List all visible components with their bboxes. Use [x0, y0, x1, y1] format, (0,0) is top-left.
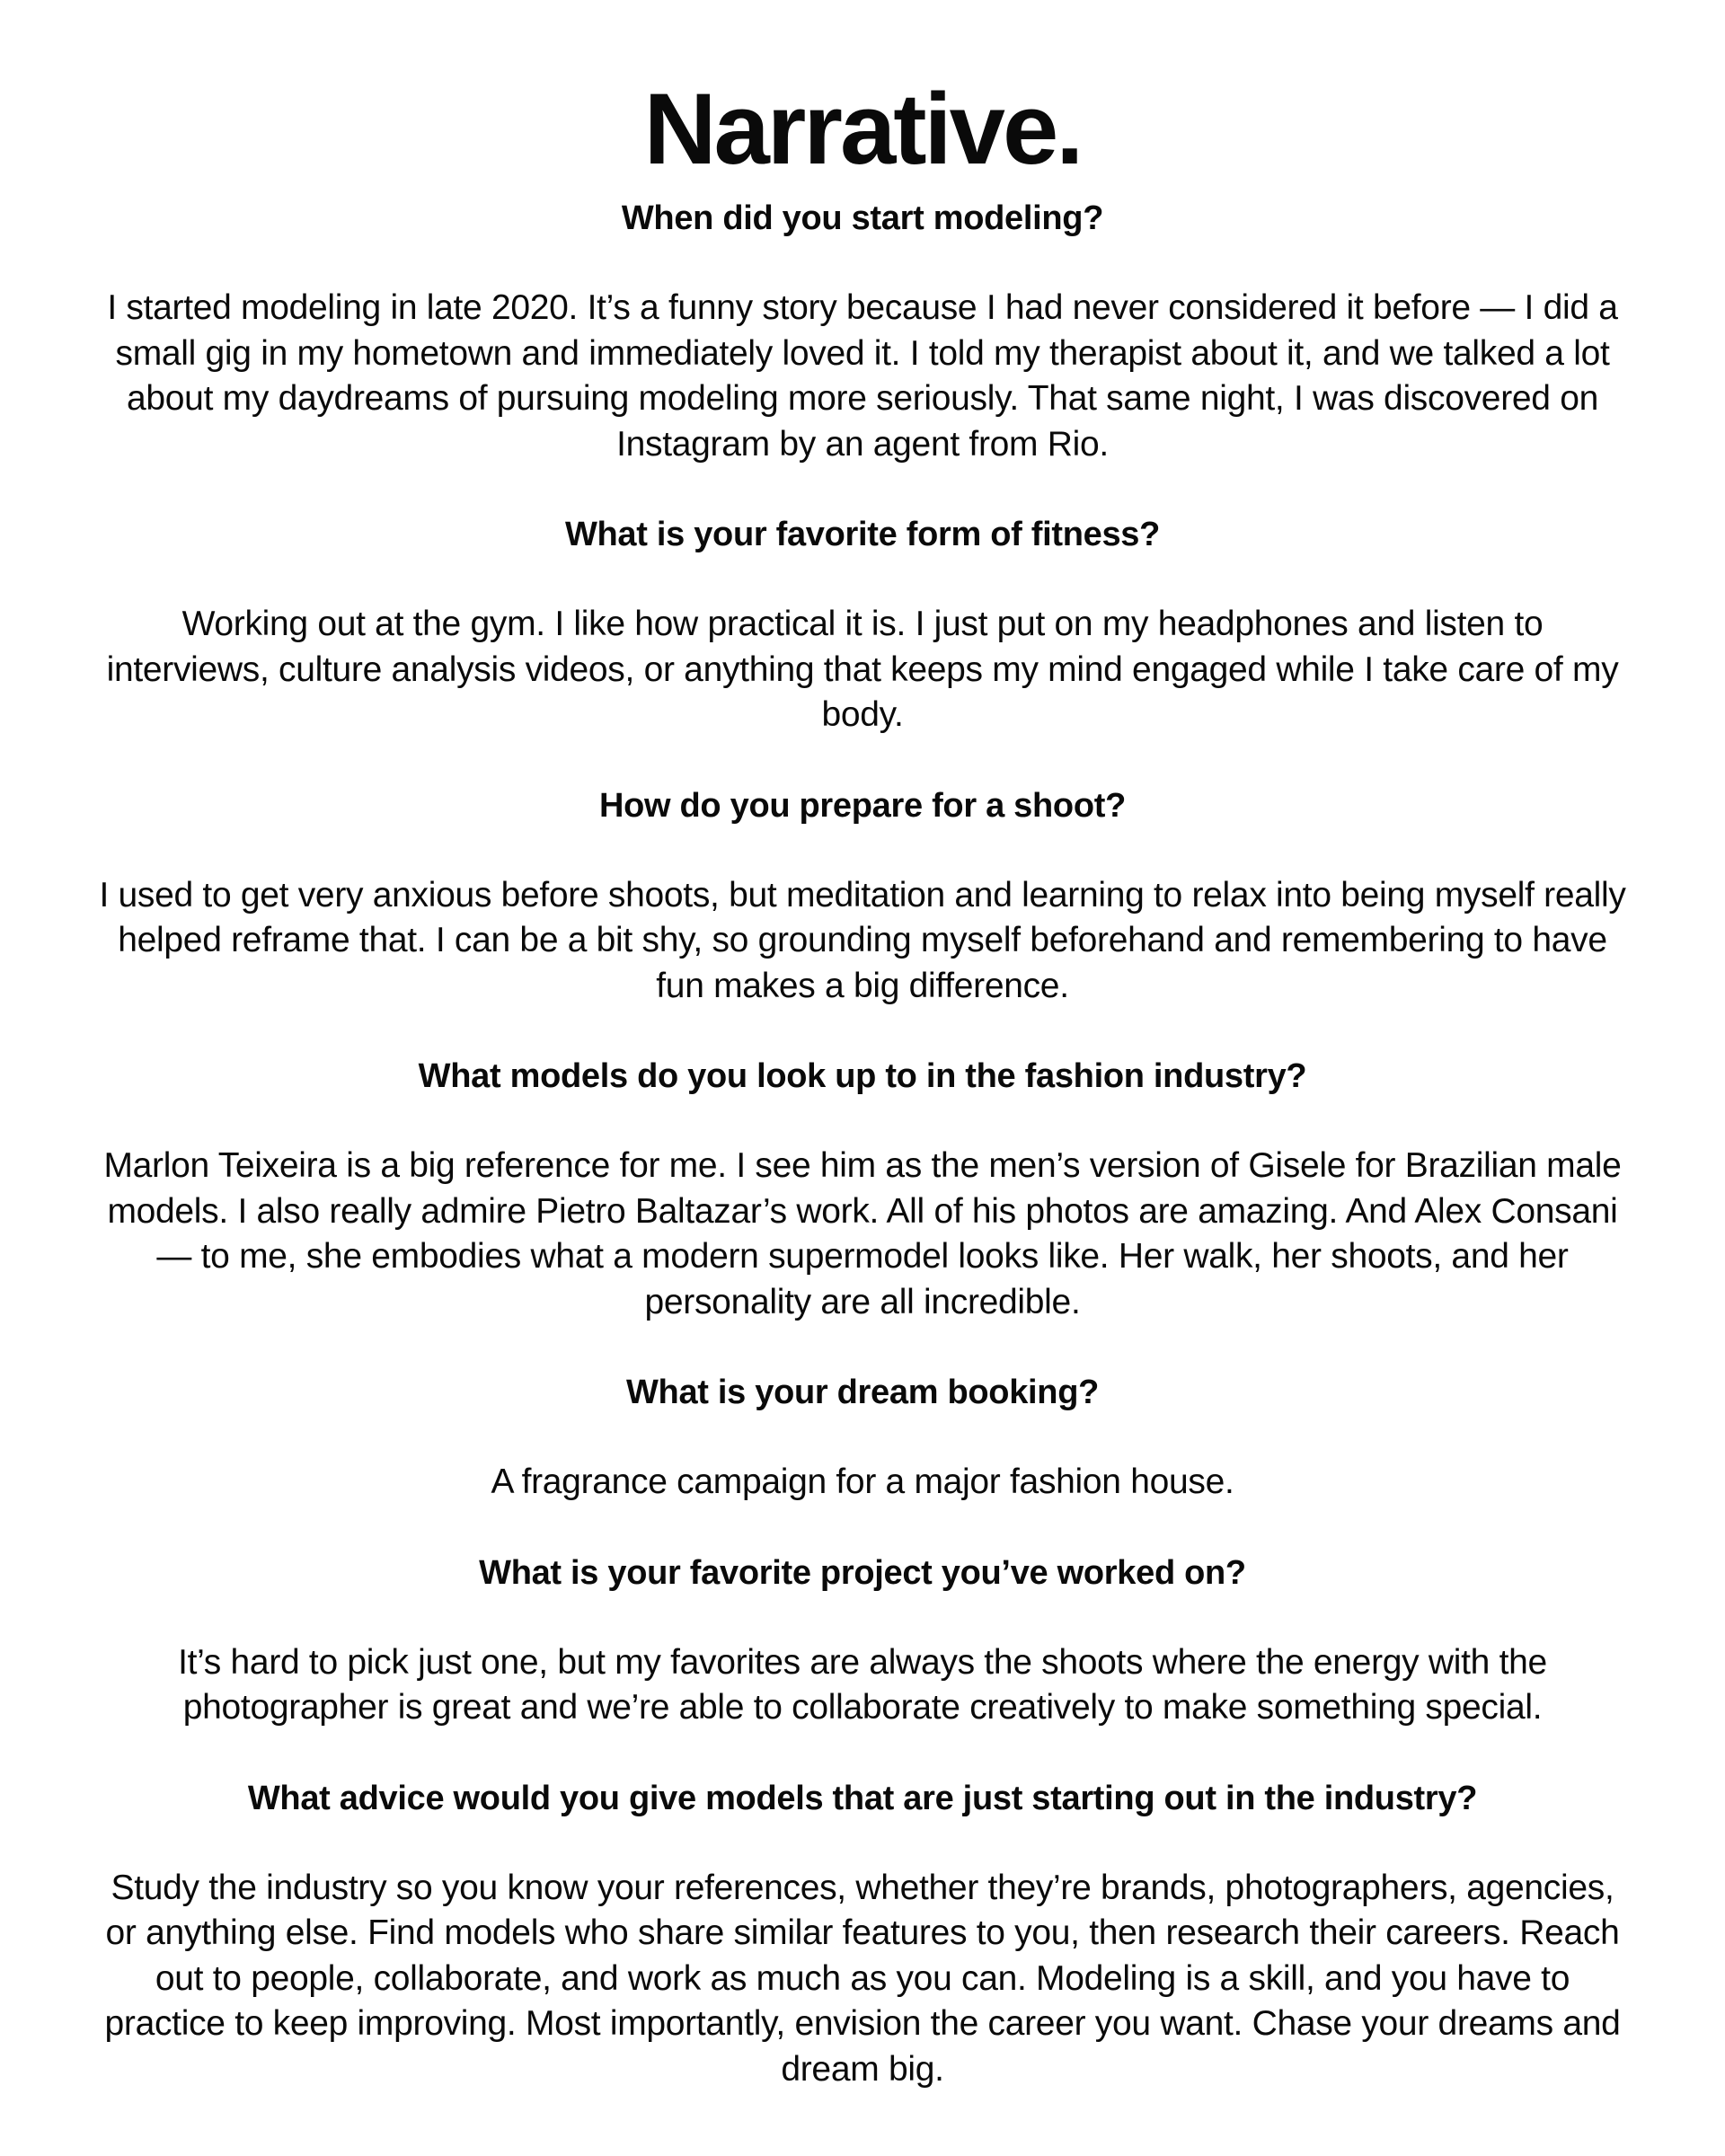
- qa-item-fitness: [99, 512, 1626, 738]
- page-title: Narrative.: [643, 73, 1082, 185]
- answer-paragraph: I started modeling in late 2020. It’s a funny story because I had never considered it before — I did a small gig in my hometown and immediately loved it. I told my therapist about it, and we talked a lot about my daydreams of pursuing modeling more seriously. That same night, I was discovered on Instagram by an agent from Rio.: [107, 288, 1618, 464]
- qa-item-favorite-project: [99, 1551, 1626, 1731]
- question-heading: What is your dream booking?: [625, 1374, 1100, 1411]
- question-heading: What models do you look up to in the fashion industry?: [418, 1057, 1307, 1095]
- answer-paragraph: A fragrance campaign for a major fashion house.: [491, 1462, 1234, 1501]
- question-heading: When did you start modeling?: [621, 199, 1104, 237]
- answer-paragraph: It’s hard to pick just one, but my favorites are always the shoots where the energy with the photographer is great and we’re able to collaborate creatively to make something special.: [178, 1642, 1547, 1727]
- question-heading: How do you prepare for a shoot?: [598, 786, 1127, 825]
- question-heading: What advice would you give models that are just starting out in the industry?: [247, 1779, 1478, 1817]
- qa-item-role-models: [99, 1054, 1626, 1325]
- question-heading: What is your favorite project you’ve worked on?: [479, 1553, 1246, 1592]
- answer-paragraph: I used to get very anxious before shoots, but meditation and learning to relax into being myself really helped reframe that. I can be a bit shy, so grounding myself beforehand and remembering to have fun makes a big difference.: [99, 875, 1626, 1005]
- answer-paragraph: Marlon Teixeira is a big reference for me. I see him as the men’s version of Gisele for Brazilian male models. I also really admire Pietro Baltazar’s work. All of his photos are amazing. And Alex Consani — to me, she embodies what a modern supermodel looks like. Her walk, her shoots, and her personality are all incredible.: [103, 1146, 1622, 1321]
- question-heading: What is your favorite form of fitness?: [564, 516, 1161, 553]
- qa-item-prepare-shoot: [99, 783, 1626, 1010]
- qa-item-dream-booking: [99, 1370, 1626, 1506]
- answer-paragraph: Study the industry so you know your references, whether they’re brands, photographers, agencies, or anything else. Find models who share similar features to you, then research their careers. Reach out to people, collaborate, and work as much as you can. Modeling is a skill, and you have to practice to keep improving. Most importantly, envision the career you want. Chase your dreams and dream big.: [104, 1868, 1621, 2089]
- answer-paragraph: Working out at the gym. I like how practical it is. I just put on my headphones and listen to interviews, culture analysis videos, or anything that keeps my mind engaged while I take care of my body.: [106, 605, 1619, 734]
- qa-item-advice: [99, 1776, 1626, 2093]
- qa-item-start-modeling: [99, 196, 1626, 467]
